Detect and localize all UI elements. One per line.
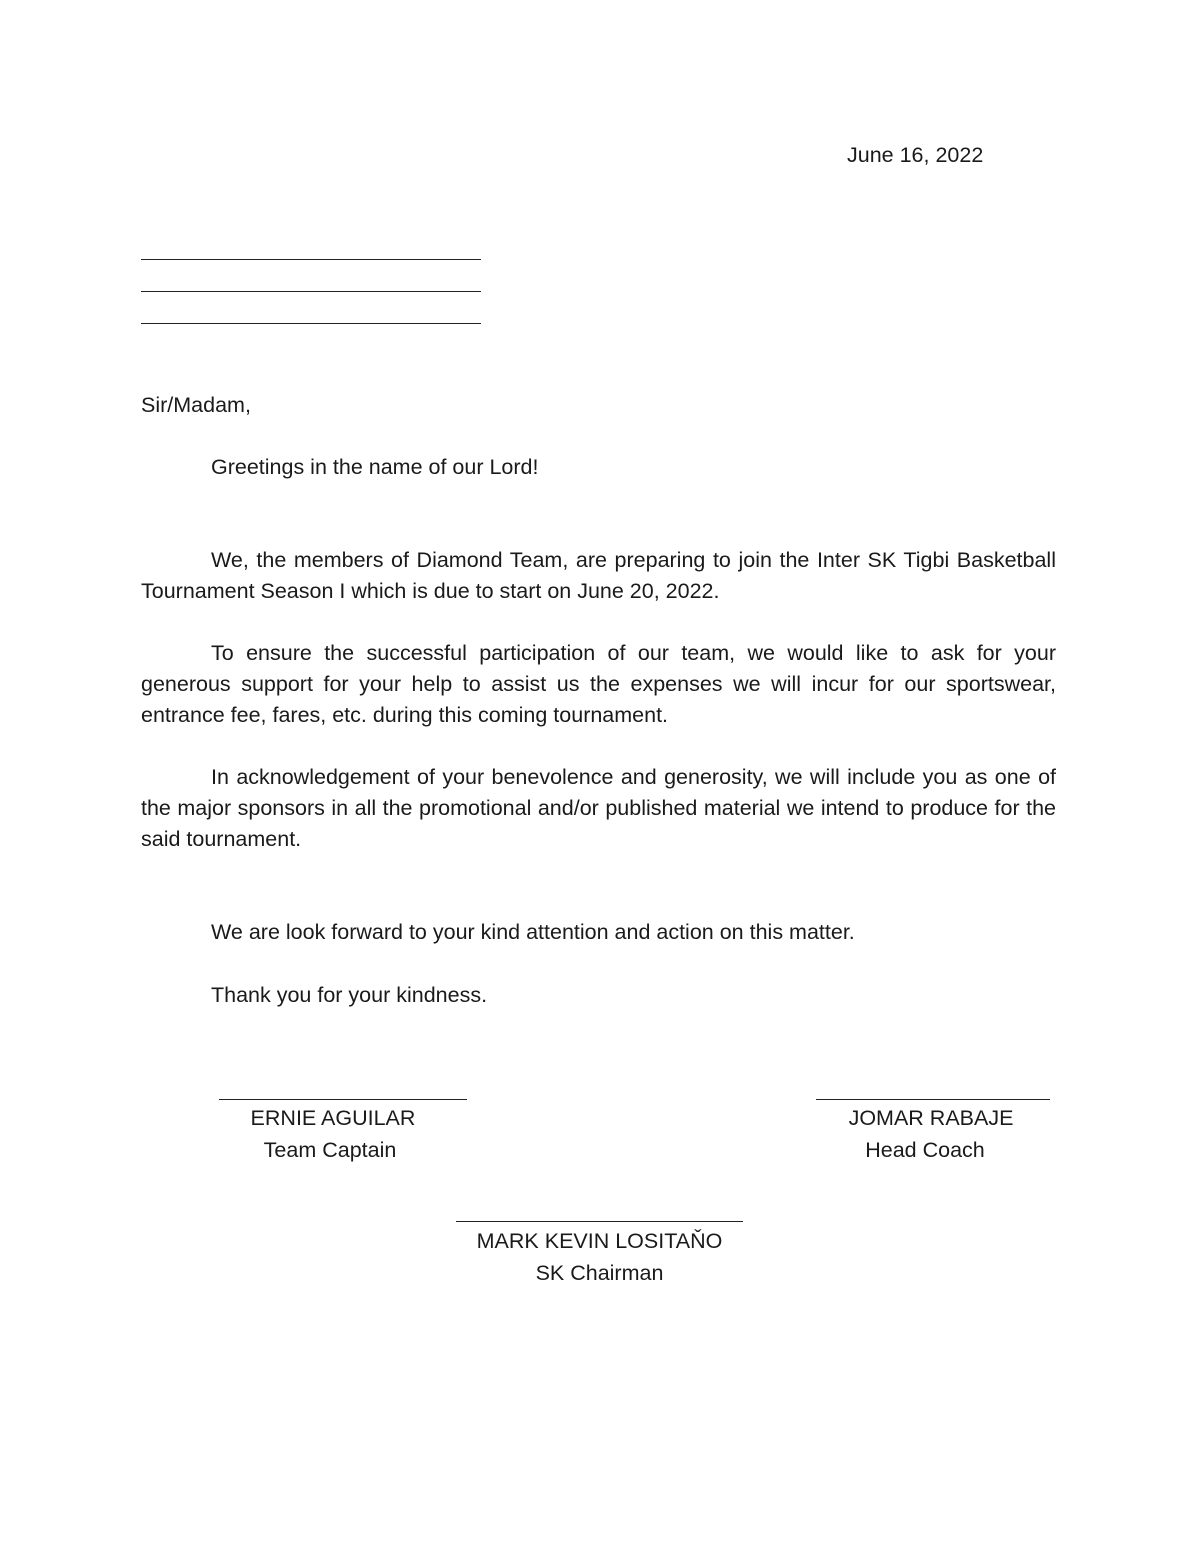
closing-line-2: Thank you for your kindness. [211,983,488,1007]
address-blank-line-3 [141,323,481,324]
greeting-line: Greetings in the name of our Lord! [211,455,539,479]
signature-line-head-coach [816,1099,1050,1100]
letter-date: June 16, 2022 [847,143,984,167]
signatory-title-head-coach: Head Coach [865,1138,985,1162]
body-paragraph-3: In acknowledgement of your benevolence and generosity, we will include you as one of the major sponsors in all the promotional and/or published material we intend to produce for the said tournament. [141,765,1056,851]
address-blank-line-2 [141,291,481,292]
address-blank-line-1 [141,259,481,260]
body-paragraph-2: To ensure the successful participation of our team, we would like to ask for your generous support for your help to assist us the expenses we will incur for our sportswear, entrance fee, fares, etc. during this coming tournament. [141,641,1056,727]
signature-line-team-captain [219,1099,467,1100]
signatory-name-team-captain: ERNIE AGUILAR [250,1106,416,1130]
signature-line-sk-chairman [456,1221,743,1222]
signatory-title-team-captain: Team Captain [263,1138,397,1162]
salutation: Sir/Madam, [141,393,251,417]
signatory-title-sk-chairman: SK Chairman [535,1261,664,1285]
closing-line-1: We are look forward to your kind attention and action on this matter. [211,920,855,944]
signatory-name-head-coach: JOMAR RABAJE [848,1106,1014,1130]
body-paragraph-1: We, the members of Diamond Team, are preparing to join the Inter SK Tigbi Basketball Tournament Season I which is due to start on June 20, 2022. [141,548,1056,603]
signatory-name-sk-chairman: MARK KEVIN LOSITAŇO [476,1229,723,1253]
